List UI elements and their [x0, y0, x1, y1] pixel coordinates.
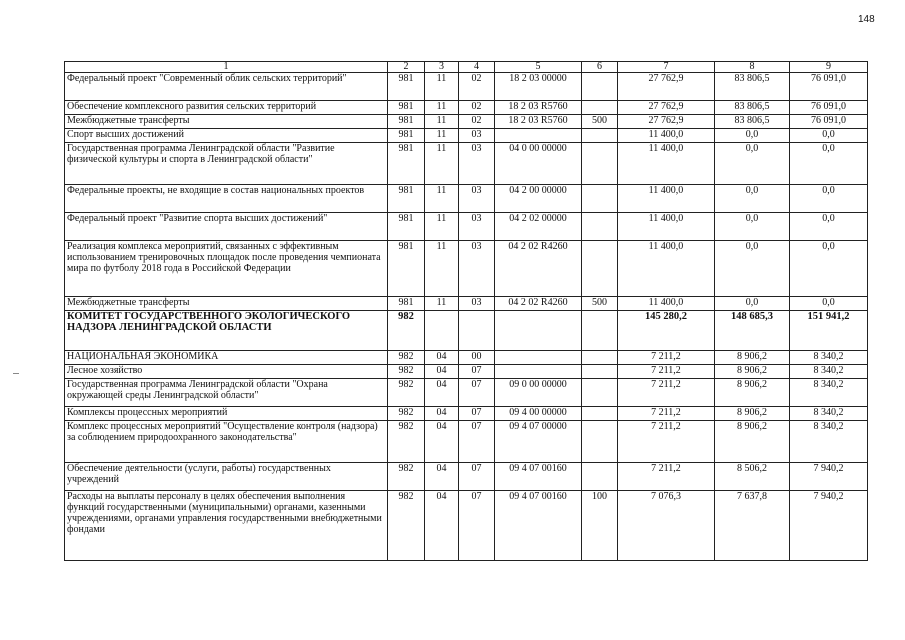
table-row — [65, 379, 868, 407]
row-code-3: 11 — [425, 213, 459, 241]
row-code-6: 500 — [582, 297, 618, 311]
row-code-6 — [582, 213, 618, 241]
row-code-2: 981 — [388, 115, 425, 129]
row-value-7: 7 211,2 — [618, 365, 715, 379]
row-code-3: 04 — [425, 463, 459, 491]
row-code-6 — [582, 421, 618, 463]
row-code-6: 500 — [582, 115, 618, 129]
row-value-8: 8 906,2 — [715, 351, 790, 365]
row-code-4: 07 — [459, 421, 495, 463]
row-value-7: 145 280,2 — [618, 311, 715, 351]
row-code-2: 981 — [388, 241, 425, 297]
row-code-5 — [495, 311, 582, 351]
row-value-9: 8 340,2 — [790, 421, 868, 463]
row-code-4 — [459, 311, 495, 351]
row-code-2: 982 — [388, 351, 425, 365]
row-code-6 — [582, 185, 618, 213]
row-value-9: 8 340,2 — [790, 379, 868, 407]
row-code-5: 04 2 02 00000 — [495, 213, 582, 241]
row-value-8: 8 906,2 — [715, 379, 790, 407]
row-code-4: 02 — [459, 73, 495, 101]
row-value-8: 83 806,5 — [715, 115, 790, 129]
table-row — [65, 311, 868, 351]
row-code-3: 04 — [425, 379, 459, 407]
row-value-9: 7 940,2 — [790, 491, 868, 561]
row-code-3: 04 — [425, 407, 459, 421]
row-code-2: 982 — [388, 379, 425, 407]
row-name: Межбюджетные трансферты — [65, 297, 388, 311]
table-row — [65, 101, 868, 115]
row-code-3: 11 — [425, 101, 459, 115]
row-code-3 — [425, 311, 459, 351]
budget-table — [64, 61, 868, 561]
header-cell-5: 5 — [495, 62, 582, 73]
row-name: Спорт высших достижений — [65, 129, 388, 143]
header-cell-6: 6 — [582, 62, 618, 73]
row-code-6 — [582, 241, 618, 297]
row-code-4: 02 — [459, 101, 495, 115]
table-row — [65, 185, 868, 213]
row-code-6 — [582, 73, 618, 101]
row-value-9: 0,0 — [790, 185, 868, 213]
row-code-2: 981 — [388, 213, 425, 241]
row-value-9: 0,0 — [790, 129, 868, 143]
row-value-8: 0,0 — [715, 143, 790, 185]
table-row — [65, 143, 868, 185]
row-value-8: 8 906,2 — [715, 365, 790, 379]
row-code-6 — [582, 143, 618, 185]
row-code-6 — [582, 365, 618, 379]
row-code-4: 03 — [459, 129, 495, 143]
row-code-5: 18 2 03 R5760 — [495, 101, 582, 115]
row-code-5: 09 4 00 00000 — [495, 407, 582, 421]
row-name: Обеспечение деятельности (услуги, работы) государственных учреждений — [65, 463, 388, 491]
row-value-7: 7 211,2 — [618, 379, 715, 407]
row-code-6: 100 — [582, 491, 618, 561]
row-value-9: 8 340,2 — [790, 351, 868, 365]
row-value-7: 11 400,0 — [618, 143, 715, 185]
row-code-2: 982 — [388, 407, 425, 421]
row-code-4: 07 — [459, 463, 495, 491]
table-row — [65, 241, 868, 297]
row-value-7: 11 400,0 — [618, 129, 715, 143]
row-code-5: 18 2 03 00000 — [495, 73, 582, 101]
row-value-7: 7 211,2 — [618, 421, 715, 463]
row-code-4: 07 — [459, 491, 495, 561]
row-name: Расходы на выплаты персоналу в целях обеспечения выполнения функций государственными (муниципальными) органами, казенными учреждениями, органами управления государственными внебюджетными фондами — [65, 491, 388, 561]
row-code-5: 04 0 00 00000 — [495, 143, 582, 185]
table-row — [65, 407, 868, 421]
row-code-3: 04 — [425, 491, 459, 561]
header-cell-9: 9 — [790, 62, 868, 73]
row-code-4: 07 — [459, 379, 495, 407]
row-code-3: 11 — [425, 73, 459, 101]
row-code-5: 04 2 02 R4260 — [495, 297, 582, 311]
row-value-7: 7 211,2 — [618, 407, 715, 421]
table-row — [65, 463, 868, 491]
row-value-8: 83 806,5 — [715, 101, 790, 115]
table-row — [65, 365, 868, 379]
row-code-2: 981 — [388, 101, 425, 115]
row-value-9: 7 940,2 — [790, 463, 868, 491]
row-code-5: 09 4 07 00160 — [495, 463, 582, 491]
header-cell-3: 3 — [425, 62, 459, 73]
row-value-8: 83 806,5 — [715, 73, 790, 101]
row-code-3: 11 — [425, 143, 459, 185]
row-value-7: 11 400,0 — [618, 185, 715, 213]
row-value-9: 76 091,0 — [790, 73, 868, 101]
row-name: Лесное хозяйство — [65, 365, 388, 379]
row-code-6 — [582, 101, 618, 115]
row-code-6 — [582, 407, 618, 421]
row-value-9: 151 941,2 — [790, 311, 868, 351]
header-cell-7: 7 — [618, 62, 715, 73]
row-code-4: 02 — [459, 115, 495, 129]
row-code-2: 982 — [388, 365, 425, 379]
row-value-8: 0,0 — [715, 129, 790, 143]
header-cell-4: 4 — [459, 62, 495, 73]
row-code-3: 04 — [425, 421, 459, 463]
row-value-9: 0,0 — [790, 297, 868, 311]
row-value-8: 0,0 — [715, 185, 790, 213]
row-value-8: 0,0 — [715, 213, 790, 241]
row-code-5 — [495, 129, 582, 143]
table-row — [65, 421, 868, 463]
row-value-8: 0,0 — [715, 241, 790, 297]
row-code-4: 07 — [459, 365, 495, 379]
row-code-2: 981 — [388, 185, 425, 213]
header-cell-1: 1 — [65, 62, 388, 73]
row-value-8: 7 637,8 — [715, 491, 790, 561]
row-name: Федеральный проект "Развитие спорта высших достижений" — [65, 213, 388, 241]
row-code-2: 982 — [388, 463, 425, 491]
row-value-9: 0,0 — [790, 241, 868, 297]
row-name: Государственная программа Ленинградской области "Развитие физической культуры и спорта в Ленинградской области" — [65, 143, 388, 185]
row-code-3: 11 — [425, 185, 459, 213]
row-value-7: 7 076,3 — [618, 491, 715, 561]
row-value-9: 76 091,0 — [790, 101, 868, 115]
row-value-8: 8 506,2 — [715, 463, 790, 491]
row-value-7: 7 211,2 — [618, 463, 715, 491]
row-code-3: 11 — [425, 129, 459, 143]
row-name: Государственная программа Ленинградской области "Охрана окружающей среды Ленинградской области" — [65, 379, 388, 407]
row-code-5 — [495, 351, 582, 365]
row-code-2: 981 — [388, 129, 425, 143]
row-code-6 — [582, 129, 618, 143]
row-value-9: 0,0 — [790, 143, 868, 185]
row-value-7: 11 400,0 — [618, 213, 715, 241]
table-row — [65, 297, 868, 311]
row-value-9: 8 340,2 — [790, 407, 868, 421]
table-body — [65, 73, 868, 561]
table-row — [65, 213, 868, 241]
row-code-2: 982 — [388, 421, 425, 463]
row-code-4: 03 — [459, 297, 495, 311]
row-code-2: 981 — [388, 297, 425, 311]
row-name: Федеральные проекты, не входящие в состав национальных проектов — [65, 185, 388, 213]
row-name: КОМИТЕТ ГОСУДАРСТВЕННОГО ЭКОЛОГИЧЕСКОГО НАДЗОРА ЛЕНИНГРАДСКОЙ ОБЛАСТИ — [65, 311, 388, 351]
row-code-5 — [495, 365, 582, 379]
row-code-5: 09 4 07 00000 — [495, 421, 582, 463]
row-code-3: 04 — [425, 365, 459, 379]
row-name: Комплексы процессных мероприятий — [65, 407, 388, 421]
row-name: НАЦИОНАЛЬНАЯ ЭКОНОМИКА — [65, 351, 388, 365]
margin-mark — [13, 373, 19, 374]
row-code-2: 981 — [388, 73, 425, 101]
table-row — [65, 491, 868, 561]
row-value-8: 8 906,2 — [715, 421, 790, 463]
row-code-6 — [582, 379, 618, 407]
row-code-3: 11 — [425, 115, 459, 129]
row-code-4: 00 — [459, 351, 495, 365]
row-code-4: 03 — [459, 213, 495, 241]
row-code-5: 09 4 07 00160 — [495, 491, 582, 561]
row-value-9: 0,0 — [790, 213, 868, 241]
row-value-7: 27 762,9 — [618, 73, 715, 101]
row-code-4: 03 — [459, 185, 495, 213]
row-name: Межбюджетные трансферты — [65, 115, 388, 129]
row-code-3: 04 — [425, 351, 459, 365]
row-name: Обеспечение комплексного развития сельских территорий — [65, 101, 388, 115]
row-value-8: 0,0 — [715, 297, 790, 311]
row-value-9: 8 340,2 — [790, 365, 868, 379]
row-code-4: 07 — [459, 407, 495, 421]
row-value-7: 7 211,2 — [618, 351, 715, 365]
row-code-2: 982 — [388, 491, 425, 561]
row-code-2: 981 — [388, 143, 425, 185]
row-code-3: 11 — [425, 297, 459, 311]
table-row — [65, 73, 868, 101]
page-number: 148 — [858, 14, 875, 25]
table-row — [65, 129, 868, 143]
header-cell-2: 2 — [388, 62, 425, 73]
row-code-5: 04 2 00 00000 — [495, 185, 582, 213]
row-code-5: 18 2 03 R5760 — [495, 115, 582, 129]
row-name: Реализация комплекса мероприятий, связанных с эффективным использованием тренировочных площадок после проведения чемпионата мира по футболу 2018 года в Российской Федерации — [65, 241, 388, 297]
row-name: Комплекс процессных мероприятий "Осуществление контроля (надзора) за соблюдением природоохранного законодательства" — [65, 421, 388, 463]
row-code-5: 04 2 02 R4260 — [495, 241, 582, 297]
row-code-6 — [582, 463, 618, 491]
row-value-7: 11 400,0 — [618, 241, 715, 297]
row-value-7: 27 762,9 — [618, 115, 715, 129]
header-cell-8: 8 — [715, 62, 790, 73]
row-code-4: 03 — [459, 241, 495, 297]
table-row — [65, 115, 868, 129]
table-row — [65, 351, 868, 365]
row-value-7: 27 762,9 — [618, 101, 715, 115]
row-value-8: 8 906,2 — [715, 407, 790, 421]
row-code-6 — [582, 351, 618, 365]
row-code-5: 09 0 00 00000 — [495, 379, 582, 407]
row-value-7: 11 400,0 — [618, 297, 715, 311]
row-code-4: 03 — [459, 143, 495, 185]
row-code-6 — [582, 311, 618, 351]
row-name: Федеральный проект "Современный облик сельских территорий" — [65, 73, 388, 101]
row-code-3: 11 — [425, 241, 459, 297]
table-header-row — [65, 62, 868, 73]
row-value-9: 76 091,0 — [790, 115, 868, 129]
row-value-8: 148 685,3 — [715, 311, 790, 351]
row-code-2: 982 — [388, 311, 425, 351]
